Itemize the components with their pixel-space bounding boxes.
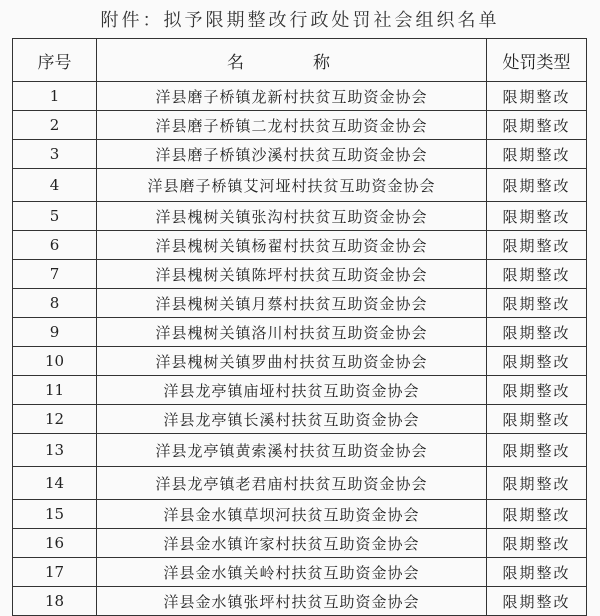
table-row [13, 500, 587, 529]
table-row [13, 202, 587, 231]
table-row [13, 140, 587, 169]
organization-name-cell: 洋县槐树关镇陈坪村扶贫互助资金协会 [97, 260, 487, 289]
row-number-cell: 12 [13, 405, 97, 434]
table-header-row [13, 39, 587, 82]
penalty-type-cell: 限期整改 [487, 434, 587, 467]
row-number-cell: 13 [13, 434, 97, 467]
table-row [13, 467, 587, 500]
organization-name-cell: 洋县磨子桥镇龙新村扶贫互助资金协会 [97, 82, 487, 111]
penalty-type-cell: 限期整改 [487, 558, 587, 587]
table-row [13, 347, 587, 376]
organization-name-cell: 洋县槐树关镇洛川村扶贫互助资金协会 [97, 318, 487, 347]
organization-name-cell: 洋县金水镇许家村扶贫互助资金协会 [97, 529, 487, 558]
penalty-type-cell: 限期整改 [487, 111, 587, 140]
penalty-type-cell: 限期整改 [487, 260, 587, 289]
table-body [13, 82, 587, 616]
row-number-cell: 2 [13, 111, 97, 140]
organization-name-cell: 洋县磨子桥镇艾河垭村扶贫互助资金协会 [97, 169, 487, 202]
penalty-type-cell: 限期整改 [487, 347, 587, 376]
page-title: 附件：拟予限期整改行政处罚社会组织名单 [100, 10, 500, 31]
table-row [13, 405, 587, 434]
penalty-type-cell: 限期整改 [487, 467, 587, 500]
organization-name-cell: 洋县龙亭镇庙垭村扶贫互助资金协会 [97, 376, 487, 405]
table-row [13, 434, 587, 467]
organization-name-cell: 洋县槐树关镇月蔡村扶贫互助资金协会 [97, 289, 487, 318]
table-row [13, 231, 587, 260]
penalty-type-cell: 限期整改 [487, 289, 587, 318]
row-number-cell: 11 [13, 376, 97, 405]
table-row [13, 318, 587, 347]
column-header-name: 名 称 [97, 39, 487, 82]
penalty-type-cell: 限期整改 [487, 376, 587, 405]
row-number-cell: 5 [13, 202, 97, 231]
row-number-cell: 1 [13, 82, 97, 111]
table-row [13, 260, 587, 289]
penalty-type-cell: 限期整改 [487, 169, 587, 202]
row-number-cell: 6 [13, 231, 97, 260]
row-number-cell: 14 [13, 467, 97, 500]
penalty-type-cell: 限期整改 [487, 587, 587, 616]
organization-name-cell: 洋县槐树关镇杨翟村扶贫互助资金协会 [97, 231, 487, 260]
row-number-cell: 18 [13, 587, 97, 616]
row-number-cell: 7 [13, 260, 97, 289]
penalty-list-table [12, 38, 587, 616]
organization-name-cell: 洋县槐树关镇罗曲村扶贫互助资金协会 [97, 347, 487, 376]
row-number-cell: 9 [13, 318, 97, 347]
penalty-type-cell: 限期整改 [487, 231, 587, 260]
row-number-cell: 16 [13, 529, 97, 558]
row-number-cell: 4 [13, 169, 97, 202]
row-number-cell: 17 [13, 558, 97, 587]
table-row [13, 587, 587, 616]
penalty-type-cell: 限期整改 [487, 529, 587, 558]
organization-name-cell: 洋县金水镇关岭村扶贫互助资金协会 [97, 558, 487, 587]
table-row [13, 169, 587, 202]
table-row [13, 111, 587, 140]
table-row [13, 529, 587, 558]
penalty-type-cell: 限期整改 [487, 140, 587, 169]
organization-name-cell: 洋县磨子桥镇二龙村扶贫互助资金协会 [97, 111, 487, 140]
table-row [13, 558, 587, 587]
organization-name-cell: 洋县龙亭镇黄索溪村扶贫互助资金协会 [97, 434, 487, 467]
organization-name-cell: 洋县金水镇草坝河扶贫互助资金协会 [97, 500, 487, 529]
penalty-type-cell: 限期整改 [487, 318, 587, 347]
penalty-type-cell: 限期整改 [487, 405, 587, 434]
column-header-no: 序号 [13, 39, 97, 82]
organization-name-cell: 洋县槐树关镇张沟村扶贫互助资金协会 [97, 202, 487, 231]
table-row [13, 376, 587, 405]
row-number-cell: 15 [13, 500, 97, 529]
table-row [13, 289, 587, 318]
table-row [13, 82, 587, 111]
column-header-type: 处罚类型 [487, 39, 587, 82]
row-number-cell: 3 [13, 140, 97, 169]
organization-name-cell: 洋县磨子桥镇沙溪村扶贫互助资金协会 [97, 140, 487, 169]
organization-name-cell: 洋县龙亭镇老君庙村扶贫互助资金协会 [97, 467, 487, 500]
penalty-type-cell: 限期整改 [487, 202, 587, 231]
organization-name-cell: 洋县龙亭镇长溪村扶贫互助资金协会 [97, 405, 487, 434]
organization-name-cell: 洋县金水镇张坪村扶贫互助资金协会 [97, 587, 487, 616]
row-number-cell: 8 [13, 289, 97, 318]
row-number-cell: 10 [13, 347, 97, 376]
penalty-type-cell: 限期整改 [487, 82, 587, 111]
penalty-type-cell: 限期整改 [487, 500, 587, 529]
